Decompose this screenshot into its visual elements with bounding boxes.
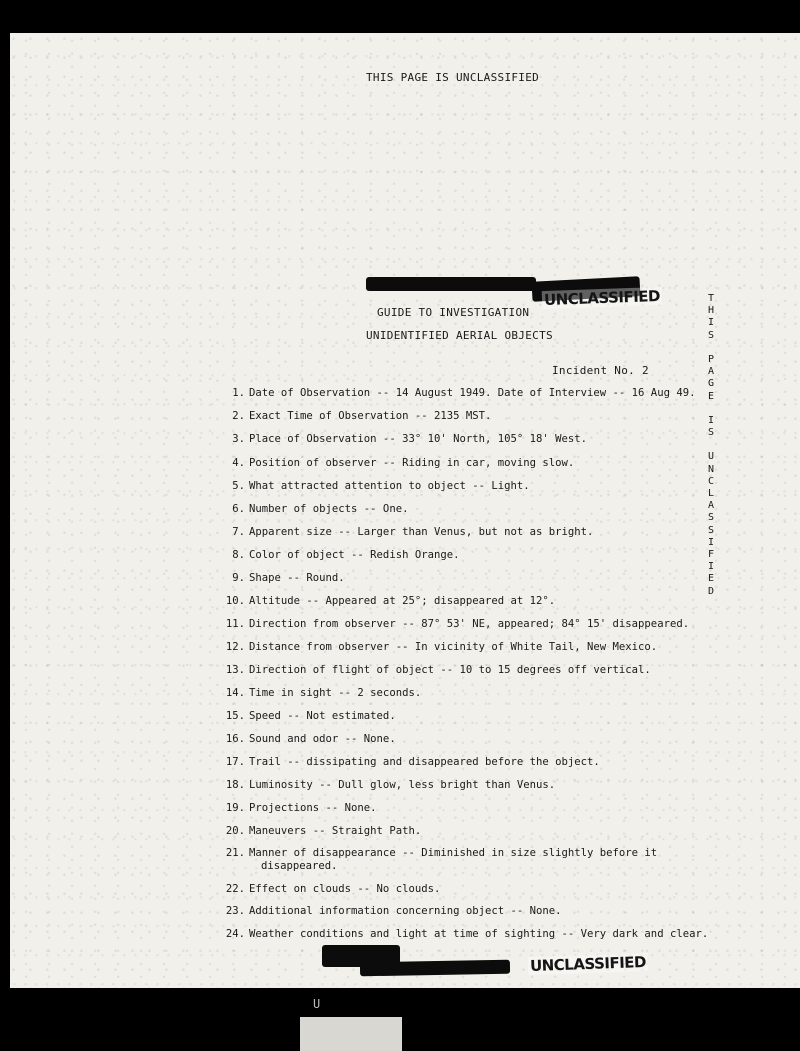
item-number: 1. <box>232 387 245 399</box>
unclassified-stamp-bottom: UNCLASSIFIED <box>529 952 647 976</box>
item-number: 13. <box>225 664 245 676</box>
item-number: 15. <box>225 710 245 722</box>
item-text: Maneuvers -- Straight Path. <box>249 825 422 837</box>
item-text: Weather conditions and light at time of sighting -- Very dark and clear. <box>249 928 709 940</box>
unclassified-stamp-top: UNCLASSIFIED <box>543 286 661 310</box>
redaction-bar <box>360 960 510 977</box>
item-number: 3. <box>232 433 245 445</box>
title-line-2: UNIDENTIFIED AERIAL OBJECTS <box>366 329 553 342</box>
item-number: 12. <box>225 641 245 653</box>
item-text: Altitude -- Appeared at 25°; disappeared at 12°. <box>249 595 556 607</box>
redaction-bar <box>366 277 536 291</box>
item-number: 23. <box>225 905 245 917</box>
item-text: Manner of disappearance -- Diminished in size slightly before it <box>249 847 658 859</box>
item-text: Speed -- Not estimated. <box>249 710 396 722</box>
scan-edge-strip <box>300 1017 402 1051</box>
item-number: 4. <box>232 457 245 469</box>
item-number: 22. <box>225 883 245 895</box>
title-line-1: GUIDE TO INVESTIGATION <box>377 306 530 319</box>
incident-number: Incident No. 2 <box>552 364 649 377</box>
item-text: Direction from observer -- 87° 53' NE, appeared; 84° 15' disappeared. <box>249 618 690 630</box>
item-text: Luminosity -- Dull glow, less bright than Venus. <box>249 779 556 791</box>
item-number: 2. <box>232 410 245 422</box>
item-number: 20. <box>225 825 245 837</box>
item-number: 8. <box>232 549 245 561</box>
item-number: 11. <box>225 618 245 630</box>
item-text: Color of object -- Redish Orange. <box>249 549 460 561</box>
item-text: Sound and odor -- None. <box>249 733 396 745</box>
item-text: Additional information concerning object -- None. <box>249 905 562 917</box>
item-number: 18. <box>225 779 245 791</box>
item-text: Exact Time of Observation -- 2135 MST. <box>249 410 492 422</box>
item-text: Position of observer -- Riding in car, moving slow. <box>249 457 575 469</box>
item-number: 5. <box>232 480 245 492</box>
item-text: Apparent size -- Larger than Venus, but not as bright. <box>249 526 594 538</box>
item-text: Number of objects -- One. <box>249 503 409 515</box>
item-text: Time in sight -- 2 seconds. <box>249 687 422 699</box>
bottom-mark: U <box>313 997 321 1011</box>
side-classification-text: T H I S P A G E I S U N C L A S S I F I E D <box>707 293 715 597</box>
item-number: 19. <box>225 802 245 814</box>
item-number: 10. <box>225 595 245 607</box>
item-text-continuation: disappeared. <box>261 860 338 872</box>
item-number: 17. <box>225 756 245 768</box>
item-number: 24. <box>225 928 245 940</box>
item-number: 7. <box>232 526 245 538</box>
item-text: Effect on clouds -- No clouds. <box>249 883 441 895</box>
item-number: 16. <box>225 733 245 745</box>
item-text: Place of Observation -- 33° 10' North, 105° 18' West. <box>249 433 588 445</box>
item-text: What attracted attention to object -- Light. <box>249 480 530 492</box>
item-number: 6. <box>232 503 245 515</box>
item-number: 14. <box>225 687 245 699</box>
document-page <box>10 33 800 988</box>
item-number: 9. <box>232 572 245 584</box>
item-text: Direction of flight of object -- 10 to 15 degrees off vertical. <box>249 664 651 676</box>
item-number: 21. <box>225 847 245 859</box>
item-text: Distance from observer -- In vicinity of White Tail, New Mexico. <box>249 641 658 653</box>
item-text: Shape -- Round. <box>249 572 345 584</box>
item-text: Date of Observation -- 14 August 1949. Date of Interview -- 16 Aug 49. <box>249 387 696 399</box>
classification-header: THIS PAGE IS UNCLASSIFIED <box>366 71 540 84</box>
item-text: Trail -- dissipating and disappeared before the object. <box>249 756 600 768</box>
item-text: Projections -- None. <box>249 802 377 814</box>
